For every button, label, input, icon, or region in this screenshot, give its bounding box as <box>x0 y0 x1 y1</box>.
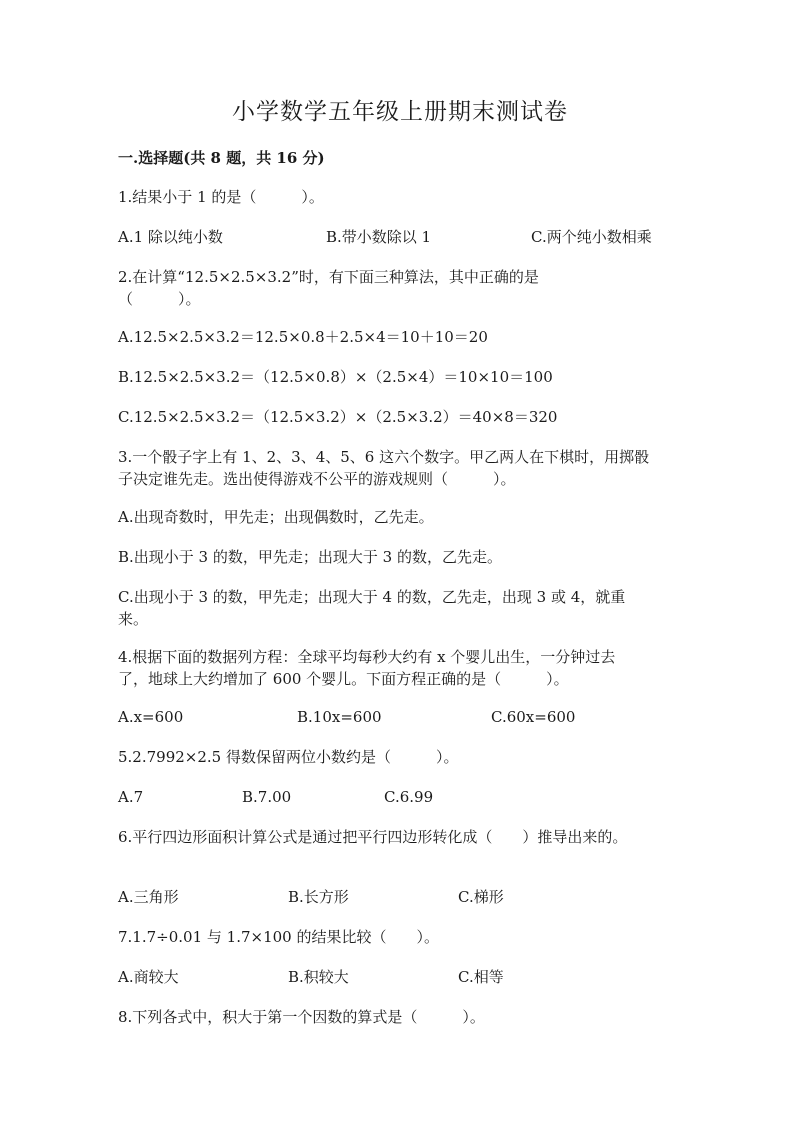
question-6-option-a: A.三角形 <box>118 888 179 906</box>
question-5-option-b: B.7.00 <box>242 788 292 806</box>
question-4-option-c: C.60x=600 <box>491 708 576 726</box>
question-3-option-c-line-1: C.出现小于 3 的数，甲先走；出现大于 4 的数，乙先走，出现 3 或 4，就重 <box>118 588 626 606</box>
question-3-stem-line-2: 子决定谁先走。选出使得游戏不公平的游戏规则（ ）。 <box>118 470 516 488</box>
question-6-stem: 6.平行四边形面积计算公式是通过把平行四边形转化成（ ）推导出来的。 <box>118 828 628 846</box>
section-header: 一.选择题(共 8 题，共 16 分) <box>118 149 325 167</box>
page-title: 小学数学五年级上册期末测试卷 <box>232 99 568 125</box>
question-1-stem: 1.结果小于 1 的是（ ）。 <box>118 188 324 206</box>
question-6-option-b: B.长方形 <box>288 888 349 906</box>
question-3-option-a: A.出现奇数时，甲先走；出现偶数时，乙先走。 <box>118 508 434 526</box>
question-5-option-a: A.7 <box>118 788 144 806</box>
question-2-option-a: A.12.5×2.5×3.2＝12.5×0.8＋2.5×4＝10＋10＝20 <box>118 328 488 346</box>
question-8-stem: 8.下列各式中，积大于第一个因数的算式是（ ）。 <box>118 1008 485 1026</box>
question-4-option-a: A.x=600 <box>118 708 184 726</box>
question-2-option-c: C.12.5×2.5×3.2＝（12.5×3.2）×（2.5×3.2）＝40×8＝320 <box>118 408 558 426</box>
question-3-option-b: B.出现小于 3 的数，甲先走；出现大于 3 的数，乙先走。 <box>118 548 502 566</box>
question-1-option-b: B.带小数除以 1 <box>326 228 432 246</box>
question-2-stem-line-2: （ ）。 <box>118 290 201 308</box>
question-1-option-c: C.两个纯小数相乘 <box>531 228 652 246</box>
question-4-stem-line-1: 4.根据下面的数据列方程：全球平均每秒大约有 x 个婴儿出生，一分钟过去 <box>118 648 616 666</box>
question-5-stem: 5.2.7992×2.5 得数保留两位小数约是（ ）。 <box>118 748 459 766</box>
question-3-stem-line-1: 3.一个骰子字上有 1、2、3、4、5、6 这六个数字。甲乙两人在下棋时，用掷骰 <box>118 448 650 466</box>
question-2-option-b: B.12.5×2.5×3.2＝（12.5×0.8）×（2.5×4）＝10×10＝100 <box>118 368 553 386</box>
question-3-option-c-line-2: 来。 <box>118 610 149 628</box>
question-1-option-a: A.1 除以纯小数 <box>118 228 223 246</box>
question-6-option-c: C.梯形 <box>458 888 504 906</box>
question-5-option-c: C.6.99 <box>384 788 434 806</box>
question-4-option-b: B.10x=600 <box>297 708 382 726</box>
question-7-option-c: C.相等 <box>458 968 504 986</box>
question-7-option-b: B.积较大 <box>288 968 349 986</box>
question-2-stem-line-1: 2.在计算“12.5×2.5×3.2”时，有下面三种算法，其中正确的是 <box>118 268 539 286</box>
question-7-stem: 7.1.7÷0.01 与 1.7×100 的结果比较（ ）。 <box>118 928 439 946</box>
question-7-option-a: A.商较大 <box>118 968 179 986</box>
question-4-stem-line-2: 了，地球上大约增加了 600 个婴儿。下面方程正确的是（ ）。 <box>118 670 569 688</box>
